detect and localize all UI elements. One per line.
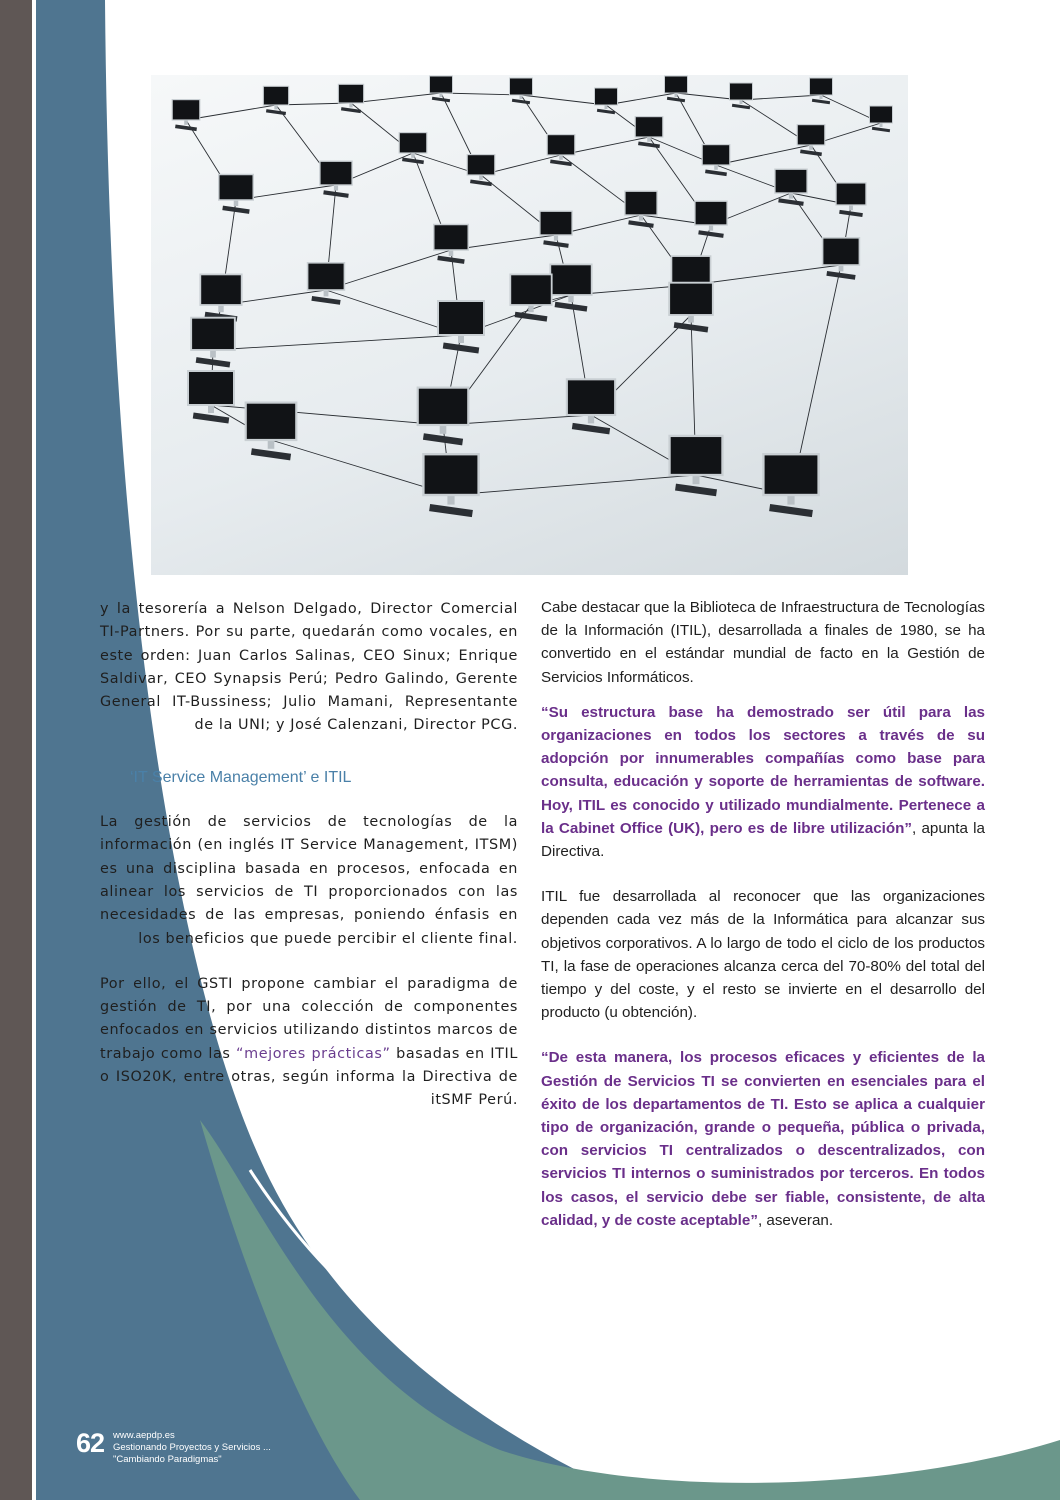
computer-monitor-icon <box>338 84 363 113</box>
left-paragraph-3-b: basadas en ITIL o ISO20K, entre otras, según informa la Directiva de itSMF Perú. <box>100 1045 518 1109</box>
computer-monitor-icon <box>669 283 713 333</box>
computer-monitor-icon <box>399 133 427 164</box>
computer-monitor-icon <box>797 125 825 156</box>
left-paragraph-3-a: Por ello, el GSTI propone cambiar el paradigma de gestión de TI, por una colección de componentes enfocados en servicios utilizando distintos marcos de trabajo como las <box>100 975 518 1062</box>
footer-text <box>113 1430 271 1466</box>
computer-monitor-icon <box>430 76 453 102</box>
left-paragraph-3 <box>100 973 518 1113</box>
computer-monitor-icon <box>308 263 345 305</box>
computer-monitor-icon <box>246 403 297 461</box>
right-paragraph-1: Cabe destacar que la Biblioteca de Infraestructura de Tecnologías de la Información (ITIL), desarrollada a finales de 1980, se ha convertido en el estándar mundial de facto en la Gestión de Servicios Informáticos. <box>541 599 985 686</box>
right-quote-1 <box>541 701 985 863</box>
network-link <box>351 93 441 103</box>
computer-monitor-icon <box>191 318 235 368</box>
page-number: 62 <box>76 1428 105 1458</box>
computer-monitor-icon <box>263 86 288 115</box>
computer-monitor-icon <box>823 238 860 280</box>
right-column <box>541 596 985 1244</box>
computer-monitor-icon <box>567 379 615 434</box>
right-quote-2 <box>541 1046 985 1232</box>
computer-monitor-icon <box>200 274 241 321</box>
computer-monitor-icon <box>810 78 833 104</box>
quote-1-text: “Su estructura base ha demostrado ser útil para las organizaciones en todos los sectores a través de su adopción por innumerables compañías como base para consulta, educación y soporte de herramientas de software. Hoy, ITIL es conocido y utilizado mundialmente. Pertenece a la Cabinet Office (UK), pero es de libre utilización” <box>541 703 985 837</box>
left-gray-bar <box>0 0 32 1500</box>
footer-line-3: "Cambiando Paradigmas" <box>113 1454 222 1465</box>
computer-monitor-icon <box>870 106 893 132</box>
computer-monitor-icon <box>775 169 807 206</box>
network-photo <box>151 75 908 575</box>
computer-monitor-icon <box>510 274 551 321</box>
footer-site-link[interactable]: www.aepdp.es <box>113 1430 175 1441</box>
computer-monitor-icon <box>418 388 469 446</box>
computer-monitor-icon <box>550 264 591 311</box>
quote-2-text: “De esta manera, los procesos eficaces y eficientes de la Gestión de Servicios TI se convierten en esenciales para el éxito de los departamentos de TI. Esto se aplica a cualquier tipo de organización, grande o pequeña, pública o privada, con servicios TI centralizados o descentralizados, con servicios TI internos o suministrados por terceros. En todos los casos, el servicio debe ser fiable, consistente, de alta calidad, y de coste aceptable” <box>541 1049 985 1229</box>
section-heading: ‘IT Service Management’ e ITIL <box>130 768 352 786</box>
quote-2-tail: , aseveran. <box>757 1211 834 1229</box>
network-link <box>521 95 606 105</box>
computer-monitor-icon <box>219 175 254 214</box>
network-of-computers-icon <box>151 75 908 575</box>
computer-monitor-icon <box>763 454 818 517</box>
computer-monitor-icon <box>540 211 572 248</box>
computer-monitor-icon <box>188 371 234 423</box>
computer-monitor-icon <box>510 78 533 104</box>
computer-monitor-icon <box>320 161 352 198</box>
footer-line-2: Gestionando Proyectos y Servicios ... <box>113 1442 271 1453</box>
computer-monitor-icon <box>836 183 866 217</box>
computer-monitor-icon <box>467 155 495 186</box>
computer-monitor-icon <box>665 76 688 102</box>
computer-monitor-icon <box>625 191 657 228</box>
computer-monitor-icon <box>438 301 484 353</box>
thin-white-rule <box>32 0 36 1500</box>
computer-monitor-icon <box>434 225 469 264</box>
best-practices-highlight: “mejores prácticas” <box>236 1045 391 1062</box>
computer-monitor-icon <box>423 454 478 517</box>
computer-monitor-icon <box>695 201 727 238</box>
left-column <box>100 598 518 1113</box>
left-paragraph-2: La gestión de servicios de tecnologías de la información (en inglés IT Service Management, ITSM) es una disciplina basada en procesos, enfocada en alinear los servicios de TI proporcionados con las necesidades de las empresas, poniendo énfasis en los beneficios que puede percibir el cliente final. <box>100 814 518 947</box>
computer-monitor-icon <box>702 145 730 176</box>
computer-monitor-icon <box>670 436 723 496</box>
computer-monitor-icon <box>547 135 575 166</box>
right-paragraph-2: ITIL fue desarrollada al reconocer que las organizaciones dependen cada vez más de la Informática para alcanzar sus objetivos corporativos. A lo largo de todo el ciclo de los productos TI, la fase de operaciones alcanza cerca del 70-80% del total del tiempo y del coste, y el resto se invierte en el desarrollo del producto (u obtención). <box>541 888 985 1022</box>
network-link <box>213 335 461 350</box>
computer-monitor-icon <box>595 88 618 114</box>
computer-monitor-icon <box>635 117 663 148</box>
network-link <box>451 475 696 495</box>
quote-1-tail: , apunta la Directiva. <box>541 819 985 861</box>
computer-monitor-icon <box>172 100 200 131</box>
left-paragraph-1: y la tesorería a Nelson Delgado, Director Comercial TI-Partners. Por su parte, quedarán como vocales, en este orden: Juan Carlos Salinas, CEO Sinux; Enrique Saldivar, CEO Synapsis Perú; Pedro Galindo, Gerente General IT-Bussiness; Julio Mamani, Representante de la UNI; y José Calenzani, Director PCG. <box>100 601 518 734</box>
